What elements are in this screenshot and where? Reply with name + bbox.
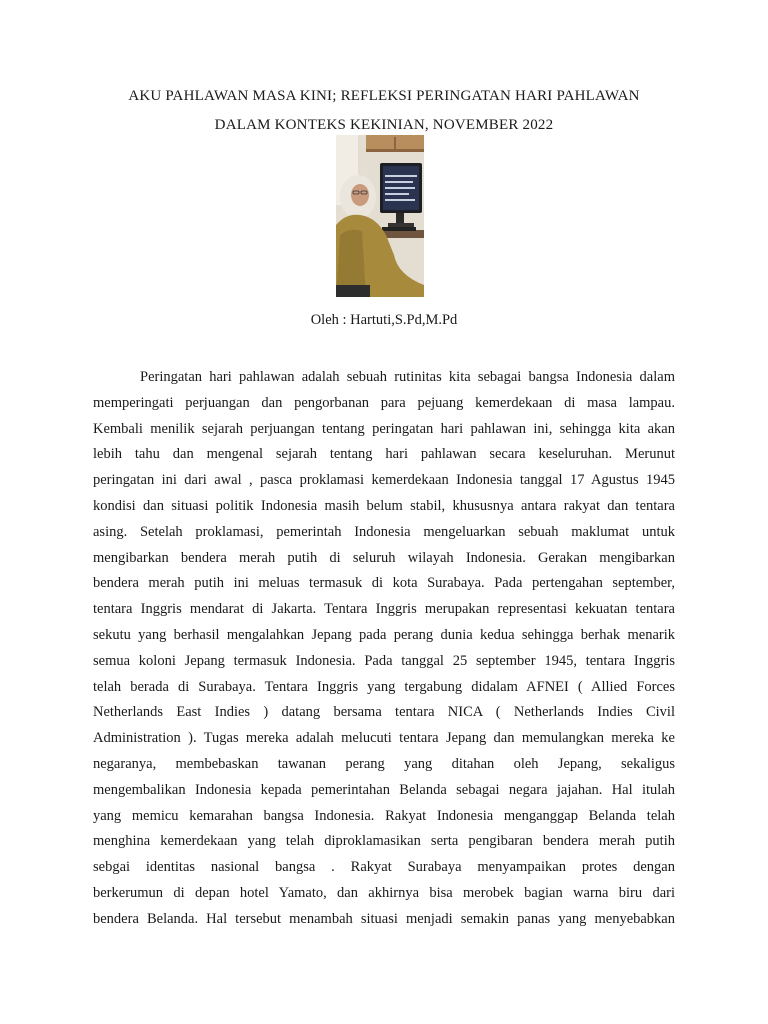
- paragraph-line: Administration ). Tugas mereka adalah melucuti tentara Jepang dan memulangkan mereka ke: [93, 730, 675, 747]
- paragraph-line: sebgai identitas nasional bangsa . Rakyat Surabaya menyampaikan protes dengan: [93, 859, 675, 876]
- paragraph-line: menghina kemerdekaan yang telah diproklamasikan serta pengibaran bendera merah putih: [93, 833, 675, 850]
- paragraph-line: bendera Belanda. Hal tersebut menambah situasi menjadi semakin panas yang menyebabkan: [93, 910, 675, 927]
- paragraph-line: Kembali menilik sejarah perjuangan tentang peringatan hari pahlawan ini, sehingga kita akan: [93, 420, 675, 437]
- paragraph-line: peringatan ini dari awal , pasca proklamasi kemerdekaan Indonesia tanggal 17 Agustus 1945: [93, 472, 675, 489]
- title-line-1: AKU PAHLAWAN MASA KINI; REFLEKSI PERINGATAN HARI PAHLAWAN: [128, 88, 640, 104]
- paragraph-line: mengembalikan Indonesia kepada pemerintahan Belanda sebagai negara jajahan. Hal itulah: [93, 781, 675, 798]
- title-line-2: DALAM KONTEKS KEKINIAN, NOVEMBER 2022: [214, 117, 554, 133]
- paragraph-line: bendera merah putih ini meluas termasuk di kota Surabaya. Pada pertengahan september,: [93, 575, 675, 592]
- author-photo: [336, 135, 424, 297]
- paragraph-line: berkerumun di depan hotel Yamato, dan akhirnya bisa merobek bagian warna biru dari: [93, 884, 675, 901]
- paragraph-line: sekutu yang berhasil mengalahkan Jepang pada perang dunia kedua sehingga berhak menarik: [93, 626, 675, 643]
- paragraph-line: semua koloni Jepang termasuk Indonesia. Pada tanggal 25 september 1945, tentara Inggris: [93, 652, 675, 669]
- paragraph-line: kondisi dan situasi politik Indonesia masih belum stabil, khususnya antara rakyat dan tentara: [93, 497, 675, 514]
- paragraph-line: lebih tahu dan mengenal sejarah tentang hari pahlawan secara keseluruhan. Merunut: [93, 446, 675, 463]
- paragraph-line: tentara Inggris mendarat di Jakarta. Tentara Inggris merupakan representasi kekuatan tentara: [93, 601, 675, 618]
- body-paragraph: [93, 365, 675, 933]
- paragraph-line: negaranya, membebaskan tawanan perang yang ditahan oleh Jepang, sekaligus: [93, 755, 675, 772]
- paragraph-line: asing. Setelah proklamasi, pemerintah Indonesia mengeluarkan sebuah maklumat untuk: [93, 523, 675, 540]
- paragraph-line: telah berada di Surabaya. Tentara Inggris yang tergabung didalam AFNEI ( Allied Forces: [93, 678, 675, 695]
- paragraph-line: memperingati perjuangan dan pengorbanan para pejuang kemerdekaan di masa lampau.: [93, 394, 675, 411]
- author-byline: Oleh : Hartuti,S.Pd,M.Pd: [310, 312, 458, 328]
- paragraph-line: mengibarkan bendera merah putih di seluruh wilayah Indonesia. Gerakan mengibarkan: [93, 549, 675, 566]
- paragraph-line: Peringatan hari pahlawan adalah sebuah rutinitas kita sebagai bangsa Indonesia dalam: [140, 369, 675, 385]
- paragraph-line: yang memicu kemarahan bangsa Indonesia. Rakyat Indonesia menganggap Belanda telah: [93, 807, 675, 824]
- paragraph-line: Netherlands East Indies ) datang bersama tentara NICA ( Netherlands Indies Civil: [93, 704, 675, 721]
